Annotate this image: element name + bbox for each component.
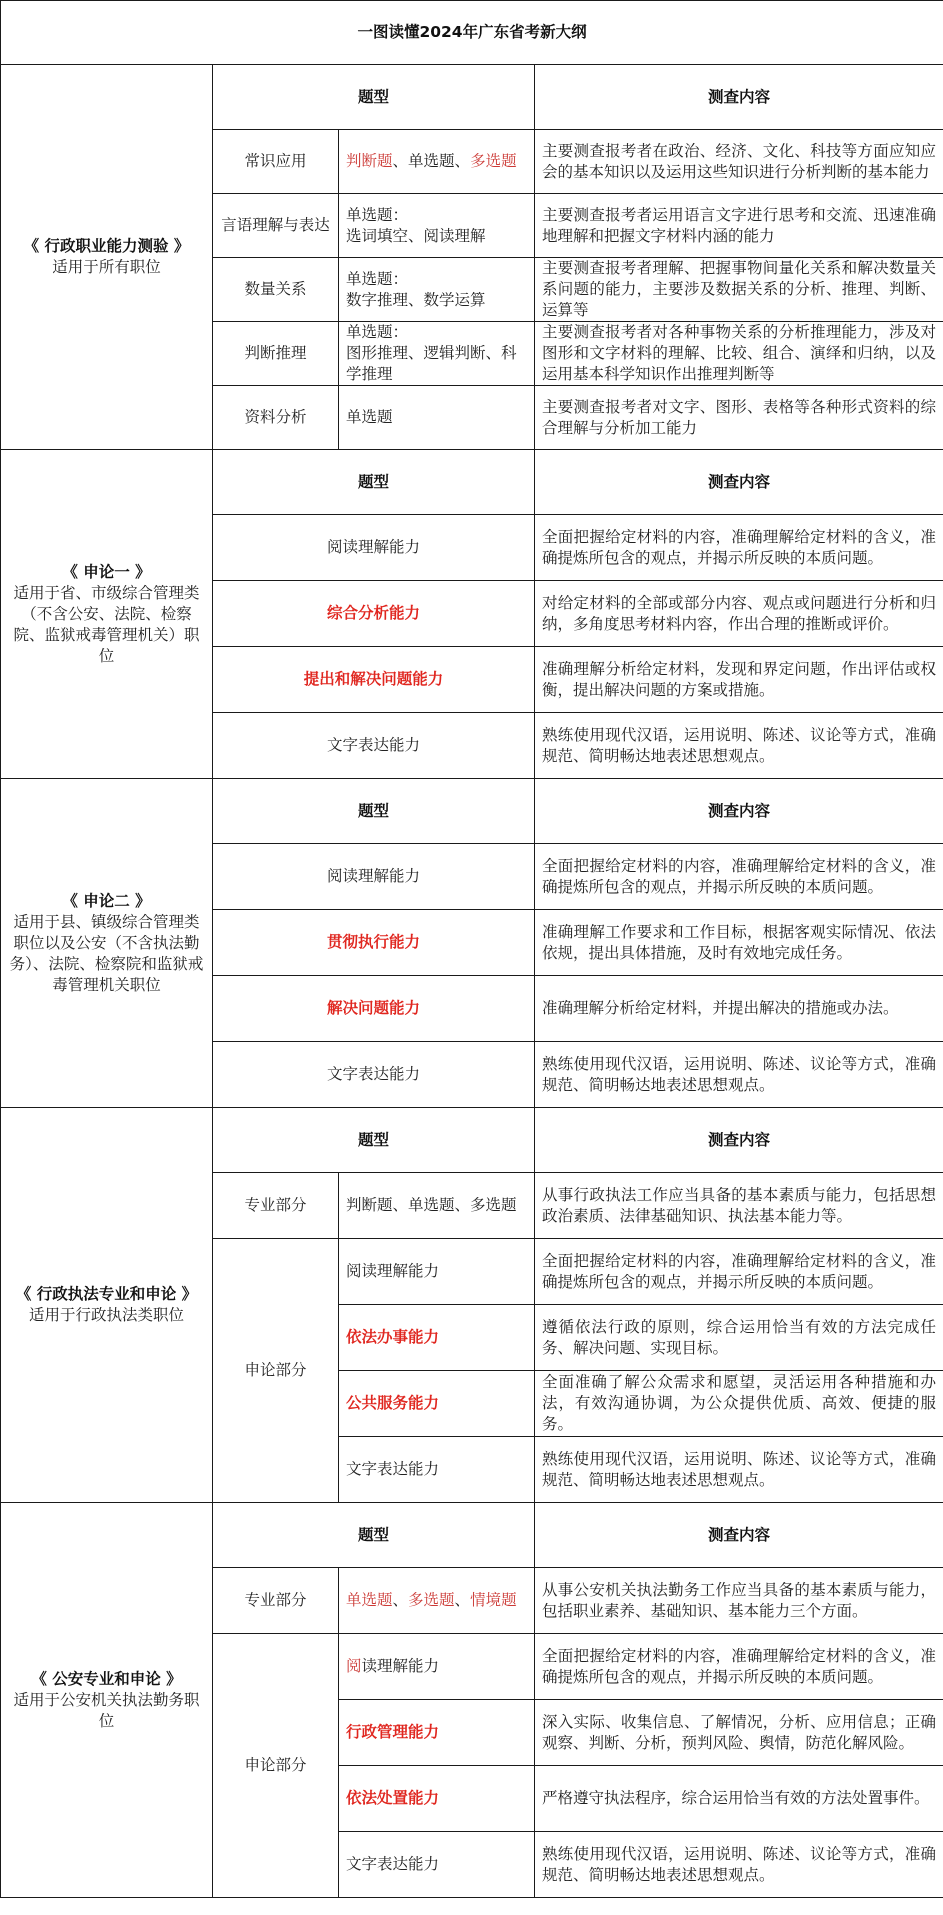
description-cell: 熟练使用现代汉语，运用说明、陈述、议论等方式，准确规范、简明畅达地表述思想观点。 (535, 1832, 943, 1898)
column-header-content: 测查内容 (535, 1503, 943, 1568)
description-cell: 深入实际、收集信息、了解情况，分析、应用信息；正确观察、判断、分析，预判风险、舆情，防范化解风险。 (535, 1700, 943, 1766)
page-title: 一图读懂2024年广东省考新大纲 (1, 1, 943, 65)
ability-cell (339, 1634, 535, 1700)
question-type-line: 单选题： (346, 269, 409, 288)
section-label (1, 1108, 213, 1503)
description-cell: 熟练使用现代汉语，运用说明、陈述、议论等方式，准确规范、简明畅达地表述思想观点。 (535, 1042, 943, 1108)
description-cell: 主要测查报考者对文字、图形、表格等各种形式资料的综合理解与分析加工能力 (535, 386, 943, 450)
column-header-type: 题型 (213, 779, 535, 844)
question-type-part: 、 (392, 1591, 409, 1609)
ability-cell: 贯彻执行能力 (213, 910, 535, 976)
description-cell: 主要测查报考者理解、把握事物间量化关系和解决数量关系问题的能力，主要涉及数据关系的分析、推理、判断、运算等 (535, 258, 943, 322)
column-header-type: 题型 (213, 65, 535, 130)
section-label (1, 779, 213, 1108)
ability-cell: 综合分析能力 (213, 581, 535, 647)
column-header-content: 测查内容 (535, 779, 943, 844)
question-type-line: 数字推理、数学运算 (346, 290, 486, 309)
question-type-part: 单选题 (346, 1591, 393, 1609)
question-type-part: 多选题 (408, 1591, 455, 1609)
question-type-cell: 单选题 (339, 386, 535, 450)
category-cell: 专业部分 (213, 1568, 339, 1634)
column-header-type: 题型 (213, 1108, 535, 1173)
description-cell: 全面把握给定材料的内容，准确理解给定材料的含义，准确提炼所包含的观点，并揭示所反映的本质问题。 (535, 844, 943, 910)
ability-cell: 公共服务能力 (339, 1371, 535, 1437)
question-type-part: 、 (454, 1591, 471, 1609)
category-cell: 资料分析 (213, 386, 339, 450)
column-header-content: 测查内容 (535, 65, 943, 130)
question-type-part: 判断题 (346, 152, 393, 170)
question-type-cell (339, 258, 535, 322)
question-type-cell: 判断题、单选题、多选题 (339, 1173, 535, 1239)
category-cell: 判断推理 (213, 322, 339, 386)
question-type-part: 多选题 (470, 152, 517, 170)
description-cell: 主要测查报考者在政治、经济、文化、科技等方面应知应会的基本知识以及运用这些知识进行分析判断的基本能力 (535, 130, 943, 194)
section-label (1, 65, 213, 450)
question-type-cell (339, 194, 535, 258)
category-cell: 专业部分 (213, 1173, 339, 1239)
ability-part: 读理解能力 (361, 1657, 440, 1675)
question-type-part: 单选题 (408, 152, 455, 170)
ability-cell: 依法处置能力 (339, 1766, 535, 1832)
description-cell: 准确理解工作要求和工作目标，根据客观实际情况、依法依规，提出具体措施，及时有效地完成任务。 (535, 910, 943, 976)
section-label (1, 450, 213, 779)
question-type-line: 单选题： (346, 205, 409, 224)
question-type-line: 单选题： (346, 323, 409, 341)
column-header-type: 题型 (213, 450, 535, 515)
ability-cell: 阅读理解能力 (213, 844, 535, 910)
description-cell: 准确理解分析给定材料，并提出解决的措施或办法。 (535, 976, 943, 1042)
description-cell: 全面把握给定材料的内容，准确理解给定材料的含义，准确提炼所包含的观点，并揭示所反映的本质问题。 (535, 1239, 943, 1305)
question-type-cell (339, 130, 535, 194)
category-cell: 常识应用 (213, 130, 339, 194)
description-cell: 熟练使用现代汉语，运用说明、陈述、议论等方式，准确规范、简明畅达地表述思想观点。 (535, 713, 943, 779)
ability-cell: 文字表达能力 (213, 713, 535, 779)
category-cell: 申论部分 (213, 1634, 339, 1898)
ability-cell: 行政管理能力 (339, 1700, 535, 1766)
question-type-part: 、 (454, 152, 471, 170)
ability-cell: 文字表达能力 (339, 1437, 535, 1503)
question-type-cell (339, 322, 535, 386)
description-cell: 全面把握给定材料的内容，准确理解给定材料的含义，准确提炼所包含的观点，并揭示所反映的本质问题。 (535, 1634, 943, 1700)
ability-cell: 文字表达能力 (339, 1832, 535, 1898)
section-applicability: 适用于省、市级综合管理类（不含公安、法院、检察院、监狱戒毒管理机关）职位 (13, 583, 200, 665)
section-applicability: 适用于公安机关执法勤务职位 (13, 1690, 200, 1730)
category-cell: 申论部分 (213, 1239, 339, 1503)
ability-cell: 阅读理解能力 (213, 515, 535, 581)
section-name: 《 申论一 》 (62, 562, 151, 581)
ability-part: 阅 (346, 1657, 362, 1675)
description-cell: 主要测查报考者运用语言文字进行思考和交流、迅速准确地理解和把握文字材料内涵的能力 (535, 194, 943, 258)
section-applicability: 适用于行政执法类职位 (28, 1306, 184, 1324)
ability-cell: 解决问题能力 (213, 976, 535, 1042)
section-applicability: 适用于所有职位 (52, 258, 161, 276)
description-cell: 熟练使用现代汉语，运用说明、陈述、议论等方式，准确规范、简明畅达地表述思想观点。 (535, 1437, 943, 1503)
section-name: 《 行政执法专业和申论 》 (15, 1285, 198, 1303)
column-header-content: 测查内容 (535, 1108, 943, 1173)
question-type-cell (339, 1568, 535, 1634)
question-type-part: 、 (392, 152, 409, 170)
column-header-content: 测查内容 (535, 450, 943, 515)
description-cell: 准确理解分析给定材料，发现和界定问题，作出评估或权衡，提出解决问题的方案或措施。 (535, 647, 943, 713)
question-type-line: 选词填空、阅读理解 (346, 226, 486, 245)
description-cell: 遵循依法行政的原则，综合运用恰当有效的方法完成任务、解决问题、实现目标。 (535, 1305, 943, 1371)
description-cell: 对给定材料的全部或部分内容、观点或问题进行分析和归纳，多角度思考材料内容，作出合理的推断或评价。 (535, 581, 943, 647)
description-cell: 从事公安机关执法勤务工作应当具备的基本素质与能力，包括职业素养、基础知识、基本能力三个方面。 (535, 1568, 943, 1634)
description-cell: 从事行政执法工作应当具备的基本素质与能力，包括思想政治素质、法律基础知识、执法基本能力等。 (535, 1173, 943, 1239)
description-cell: 主要测查报考者对各种事物关系的分析推理能力，涉及对图形和文字材料的理解、比较、组合、演绎和归纳，以及运用基本科学知识作出推理判断等 (535, 322, 943, 386)
section-label (1, 1503, 213, 1898)
section-name: 《 申论二 》 (62, 891, 151, 910)
ability-cell: 文字表达能力 (213, 1042, 535, 1108)
section-name: 《 行政职业能力测验 》 (23, 237, 190, 255)
ability-cell: 阅读理解能力 (339, 1239, 535, 1305)
question-type-part: 情境题 (470, 1591, 517, 1609)
description-cell: 全面准确了解公众需求和愿望，灵活运用各种措施和办法，有效沟通协调，为公众提供优质、高效、便捷的服务。 (535, 1371, 943, 1437)
ability-cell: 依法办事能力 (339, 1305, 535, 1371)
section-applicability: 适用于县、镇级综合管理类职位以及公安（不含执法勤务）、法院、检察院和监狱戒毒管理机关职位 (9, 912, 204, 994)
column-header-type: 题型 (213, 1503, 535, 1568)
description-cell: 严格遵守执法程序，综合运用恰当有效的方法处置事件。 (535, 1766, 943, 1832)
section-name: 《 公安专业和申论 》 (31, 1669, 182, 1688)
category-cell: 数量关系 (213, 258, 339, 322)
category-cell: 言语理解与表达 (213, 194, 339, 258)
question-type-line: 图形推理、逻辑判断、科学推理 (346, 344, 517, 383)
ability-cell: 提出和解决问题能力 (213, 647, 535, 713)
description-cell: 全面把握给定材料的内容，准确理解给定材料的含义，准确提炼所包含的观点，并揭示所反映的本质问题。 (535, 515, 943, 581)
